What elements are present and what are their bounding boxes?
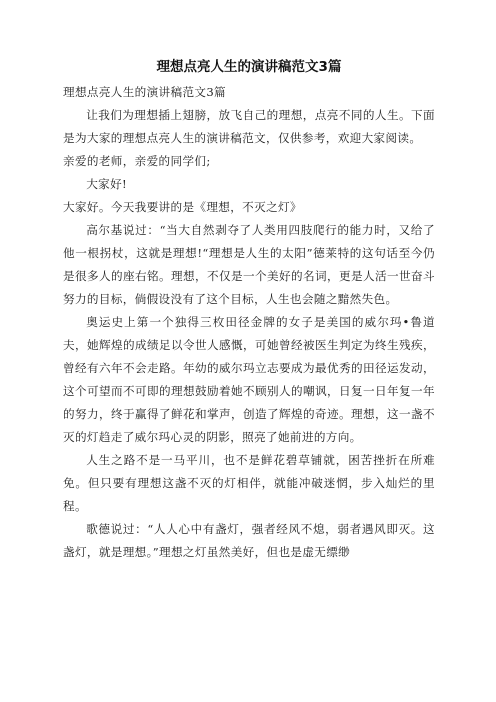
- body-paragraph: 高尔基说过：“当大自然剥夺了人类用四肢爬行的能力时，又给了他一根拐杖，这就是理想!“理想是人生的太阳”德莱特的这句话至今仍是很多人的座右铭。理想，不仅是一个美好的名词，更是人活一世奋斗努力的目标，倘假设没有了这个目标，人生也会随之黯然失色。: [63, 223, 435, 306]
- body-paragraph: 理想点亮人生的演讲稿范文3篇: [63, 85, 226, 99]
- body-paragraph: 大家好。今天我要讲的是《理想，不灭之灯》: [63, 200, 302, 214]
- document-page: [63, 56, 435, 564]
- body-paragraph: 亲爱的老师，亲爱的同学们;: [63, 154, 211, 168]
- document-body: [63, 81, 435, 564]
- body-paragraph: 人生之路不是一马平川，也不是鲜花碧草铺就，困苦挫折在所难免。但只要有理想这盏不灭的灯相伴，就能冲破迷惘，步入灿烂的里程。: [63, 453, 435, 513]
- document-title: 理想点亮人生的演讲稿范文3篇: [156, 59, 342, 75]
- body-paragraph: 歌德说过：“人人心中有盏灯，强者经风不熄，弱者遇风即灭。这盏灯，就是理想。”理想之灯虽然美好，但也是虚无缥缈: [63, 522, 435, 559]
- body-paragraph: 让我们为理想插上翅膀，放飞自己的理想，点亮不同的人生。下面是为大家的理想点亮人生的演讲稿范文，仅供参考，欢迎大家阅读。: [63, 108, 435, 145]
- body-paragraph: 大家好!: [86, 177, 128, 191]
- body-paragraph: 奥运史上第一个独得三枚田径金牌的女子是美国的威尔玛•鲁道夫，她辉煌的成绩足以令世人感慨，可她曾经被医生判定为终生残疾，曾经有六年不会走路。年幼的威尔玛立志要成为最优秀的田径运发动，这个可望而不可即的理想鼓励着她不顾别人的嘲讽，日复一日年复一年的努力，终于赢得了鲜花和掌声，创造了辉煌的奇迹。理想，这一盏不灭的灯趋走了威尔玛心灵的阴影，照亮了她前进的方向。: [63, 315, 435, 444]
